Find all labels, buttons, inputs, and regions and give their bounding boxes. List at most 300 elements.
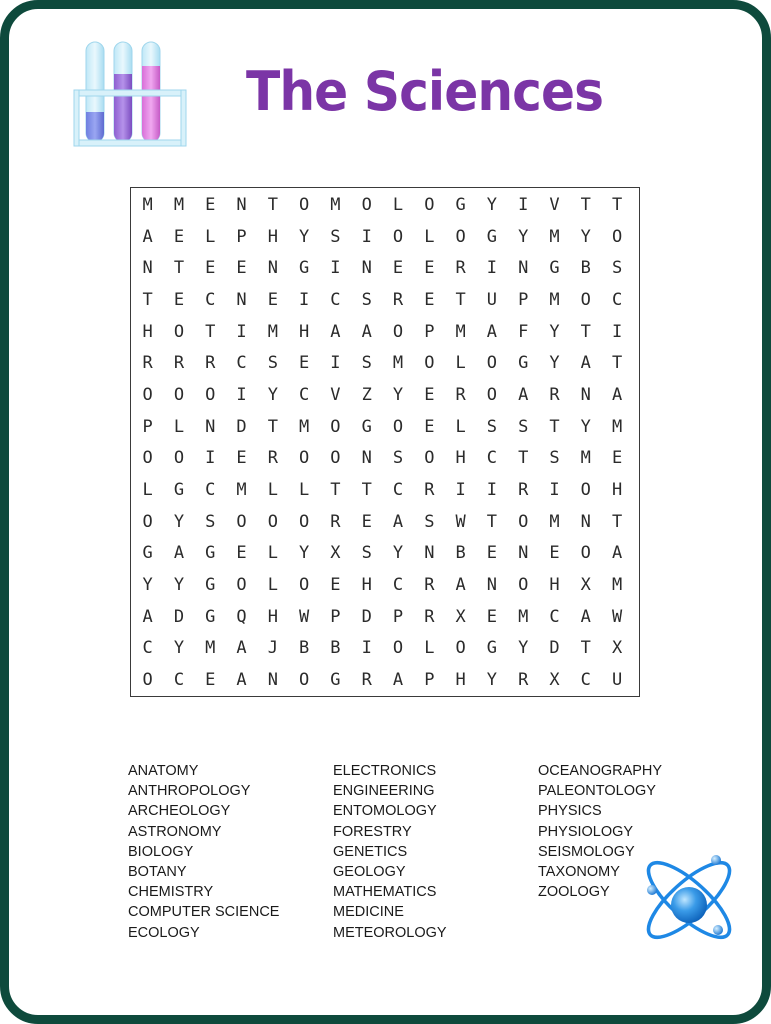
grid-letter[interactable]: S (330, 226, 341, 247)
grid-letter[interactable]: H (299, 321, 310, 342)
grid-letter[interactable]: I (518, 194, 529, 215)
grid-letter[interactable]: L (267, 575, 278, 596)
grid-letter[interactable]: G (330, 670, 341, 691)
grid-row (132, 379, 634, 411)
grid-letter[interactable]: G (455, 194, 466, 215)
grid-letter[interactable]: D (236, 416, 247, 437)
grid-letter[interactable]: P (330, 606, 341, 627)
grid-letter[interactable]: O (236, 511, 247, 532)
word-list-item: COMPUTER SCIENCE (128, 904, 280, 921)
grid-row (132, 443, 634, 475)
grid-letter[interactable]: X (455, 606, 466, 627)
grid-letter[interactable]: H (455, 670, 466, 691)
grid-letter[interactable]: M (580, 448, 591, 469)
grid-letter[interactable]: S (424, 511, 435, 532)
grid-letter[interactable]: R (142, 353, 153, 374)
word-list-item: FORESTRY (333, 823, 412, 840)
grid-letter[interactable]: A (580, 353, 591, 374)
grid-letter[interactable]: N (236, 289, 247, 310)
grid-letter[interactable]: T (330, 480, 341, 501)
grid-letter[interactable]: O (142, 384, 153, 405)
grid-letter[interactable]: T (267, 194, 278, 215)
grid-letter[interactable]: C (236, 353, 247, 374)
grid-letter[interactable]: O (392, 321, 404, 342)
grid-letter[interactable]: A (361, 321, 372, 342)
grid-letter[interactable]: O (518, 511, 529, 532)
grid-letter[interactable]: Y (173, 638, 185, 659)
grid-letter[interactable]: N (361, 258, 372, 279)
word-list-item: METEOROLOGY (333, 924, 447, 941)
grid-letter[interactable]: O (330, 448, 341, 469)
grid-letter[interactable]: G (205, 575, 216, 596)
grid-letter[interactable]: B (580, 258, 591, 279)
grid-letter[interactable]: C (299, 384, 310, 405)
grid-letter[interactable]: W (299, 606, 310, 627)
word-list-item: GEOLOGY (333, 863, 406, 880)
grid-letter[interactable]: Y (580, 226, 591, 247)
grid-letter[interactable]: E (236, 448, 247, 469)
grid-letter[interactable]: G (205, 543, 216, 564)
grid-letter[interactable]: B (455, 543, 466, 564)
grid-letter[interactable]: O (299, 575, 310, 596)
grid-letter[interactable]: E (424, 416, 435, 437)
grid-letter[interactable]: H (611, 480, 623, 501)
grid-letter[interactable]: G (361, 416, 372, 437)
atom-icon (634, 850, 744, 950)
grid-letter[interactable]: Y (142, 575, 153, 596)
grid-letter[interactable]: E (330, 575, 341, 596)
grid-letter[interactable]: Q (236, 606, 247, 627)
grid-letter[interactable]: Y (549, 353, 560, 374)
grid-letter[interactable]: H (142, 321, 153, 342)
grid-letter[interactable]: M (392, 353, 404, 374)
grid-letter[interactable]: R (549, 384, 560, 405)
grid-letter[interactable]: Y (392, 543, 404, 564)
grid-letter[interactable]: I (361, 638, 372, 659)
grid-letter[interactable]: P (424, 670, 435, 691)
grid-letter[interactable]: M (142, 194, 153, 215)
grid-letter[interactable]: T (173, 258, 185, 279)
grid-row (132, 601, 634, 633)
grid-letter[interactable]: T (518, 448, 529, 469)
grid-letter[interactable]: J (267, 638, 278, 659)
grid-letter[interactable]: Y (267, 384, 278, 405)
grid-letter[interactable]: M (611, 416, 623, 437)
grid-letter[interactable]: C (205, 289, 216, 310)
grid-letter[interactable]: X (549, 670, 560, 691)
grid-letter[interactable]: I (611, 321, 623, 342)
word-list-item: ARCHEOLOGY (128, 803, 231, 820)
word-list-item: ANTHROPOLOGY (128, 783, 251, 800)
grid-letter[interactable]: R (424, 606, 435, 627)
word-list-item: MATHEMATICS (333, 884, 437, 901)
word-list-item: BIOLOGY (128, 843, 194, 860)
word-list-item: ZOOLOGY (538, 884, 610, 901)
word-list-item: BOTANY (128, 863, 187, 880)
grid-letter[interactable]: E (486, 606, 498, 627)
grid-letter[interactable]: A (455, 575, 466, 596)
grid-letter[interactable]: E (205, 194, 216, 215)
grid-row (132, 569, 634, 601)
grid-letter[interactable]: R (455, 384, 466, 405)
grid-letter[interactable]: G (173, 480, 185, 501)
grid-letter[interactable]: N (142, 258, 153, 279)
word-list-item: GENETICS (333, 843, 408, 860)
grid-letter[interactable]: C (611, 289, 623, 310)
grid-letter[interactable]: P (142, 416, 153, 437)
grid-letter[interactable]: D (361, 606, 372, 627)
grid-letter[interactable]: N (361, 448, 372, 469)
grid-letter[interactable]: M (455, 321, 466, 342)
grid-letter[interactable]: Y (486, 670, 498, 691)
grid-letter[interactable]: E (424, 384, 435, 405)
grid-letter[interactable]: O (173, 384, 185, 405)
grid-letter[interactable]: D (549, 638, 560, 659)
grid-letter[interactable]: C (392, 480, 404, 501)
grid-letter[interactable]: X (580, 575, 591, 596)
grid-letter[interactable]: A (236, 638, 247, 659)
word-list-item: ENTOMOLOGY (333, 803, 437, 820)
grid-letter[interactable]: R (173, 353, 185, 374)
grid-letter[interactable]: T (611, 511, 623, 532)
grid-letter[interactable]: I (486, 258, 498, 279)
grid-row (132, 284, 634, 316)
grid-letter[interactable]: C (486, 448, 498, 469)
grid-letter[interactable]: E (173, 226, 185, 247)
grid-letter[interactable]: C (205, 480, 216, 501)
grid-letter[interactable]: M (299, 416, 310, 437)
grid-letter[interactable]: T (580, 638, 591, 659)
grid-letter[interactable]: N (424, 543, 435, 564)
grid-letter[interactable]: O (299, 670, 310, 691)
grid-letter[interactable]: I (549, 480, 560, 501)
grid-letter[interactable]: T (455, 289, 466, 310)
grid-letter[interactable]: M (267, 321, 278, 342)
grid-letter[interactable]: A (392, 511, 404, 532)
grid-letter[interactable]: O (486, 353, 498, 374)
grid-letter[interactable]: X (611, 638, 623, 659)
grid-letter[interactable]: I (236, 321, 247, 342)
grid-letter[interactable]: C (549, 606, 560, 627)
grid-letter[interactable]: E (267, 289, 278, 310)
word-list-item: PALEONTOLOGY (538, 783, 656, 800)
grid-letter[interactable]: O (424, 353, 435, 374)
grid-letter[interactable]: Y (299, 226, 310, 247)
grid-row (132, 316, 634, 348)
word-list-item: CHEMISTRY (128, 884, 214, 901)
grid-letter[interactable]: S (486, 416, 498, 437)
grid-letter[interactable]: N (205, 416, 216, 437)
grid-letter[interactable]: E (299, 353, 310, 374)
grid-letter[interactable]: H (549, 575, 560, 596)
word-list-item: ANATOMY (128, 763, 199, 779)
grid-letter[interactable]: A (580, 606, 591, 627)
grid-letter[interactable]: A (330, 321, 341, 342)
grid-letter[interactable]: H (455, 448, 466, 469)
grid-letter[interactable]: H (267, 226, 278, 247)
grid-letter[interactable]: S (361, 353, 372, 374)
test-tubes-icon (70, 40, 192, 152)
grid-letter[interactable]: I (361, 226, 372, 247)
grid-letter[interactable]: E (361, 511, 372, 532)
word-list (128, 761, 718, 943)
grid-letter[interactable]: M (173, 194, 185, 215)
grid-letter[interactable]: I (455, 480, 466, 501)
word-list-item: OCEANOGRAPHY (538, 763, 663, 779)
grid-letter[interactable]: R (392, 289, 404, 310)
grid-letter[interactable]: O (392, 226, 404, 247)
grid-letter[interactable]: E (424, 258, 435, 279)
grid-letter[interactable]: O (580, 289, 591, 310)
grid-letter[interactable]: U (486, 289, 498, 310)
grid-letter[interactable]: C (330, 289, 341, 310)
grid-letter[interactable]: A (611, 384, 623, 405)
grid-letter[interactable]: T (611, 353, 623, 374)
grid-letter[interactable]: S (392, 448, 404, 469)
grid-letter[interactable]: I (236, 384, 247, 405)
grid-letter[interactable]: R (267, 448, 278, 469)
grid-letter[interactable]: L (299, 480, 310, 501)
word-list-item: ASTRONOMY (128, 823, 222, 840)
grid-row (132, 664, 634, 696)
grid-letter[interactable]: O (299, 448, 310, 469)
grid-letter[interactable]: R (518, 670, 529, 691)
grid-letter[interactable]: E (236, 543, 247, 564)
grid-letter[interactable]: M (549, 226, 560, 247)
grid-letter[interactable]: A (611, 543, 623, 564)
grid-letter[interactable]: S (611, 258, 623, 279)
grid-letter[interactable]: O (361, 194, 372, 215)
grid-letter[interactable]: S (518, 416, 529, 437)
grid-letter[interactable]: O (424, 448, 435, 469)
word-list-item: ECOLOGY (128, 924, 200, 941)
grid-letter[interactable]: A (142, 606, 153, 627)
grid-letter[interactable]: M (549, 511, 560, 532)
grid-letter[interactable]: T (580, 194, 591, 215)
grid-letter[interactable]: O (580, 480, 591, 501)
grid-letter[interactable]: Y (580, 416, 591, 437)
grid-letter[interactable]: Y (518, 638, 529, 659)
grid-letter[interactable]: N (518, 543, 529, 564)
grid-letter[interactable]: E (205, 670, 216, 691)
grid-letter[interactable]: V (549, 194, 560, 215)
grid-letter[interactable]: O (205, 384, 216, 405)
grid-letter[interactable]: Y (549, 321, 560, 342)
grid-letter[interactable]: B (330, 638, 341, 659)
grid-letter[interactable]: S (267, 353, 278, 374)
grid-letter[interactable]: I (330, 258, 341, 279)
grid-letter[interactable]: O (518, 575, 529, 596)
grid-letter[interactable]: W (611, 606, 623, 627)
grid-letter[interactable]: G (142, 543, 153, 564)
grid-letter[interactable]: Y (299, 543, 310, 564)
grid-letter[interactable]: A (518, 384, 529, 405)
grid-letter[interactable]: N (267, 258, 278, 279)
grid-row (132, 538, 634, 570)
grid-letter[interactable]: M (205, 638, 216, 659)
grid-letter[interactable]: H (267, 606, 278, 627)
grid-letter[interactable]: I (205, 448, 216, 469)
grid-letter[interactable]: E (424, 289, 435, 310)
grid-letter[interactable]: D (173, 606, 185, 627)
grid-letter[interactable]: T (142, 289, 153, 310)
grid-letter[interactable]: O (486, 384, 498, 405)
grid-letter[interactable]: H (361, 575, 372, 596)
grid-row (132, 506, 634, 538)
grid-letter[interactable]: L (455, 353, 466, 374)
grid-letter[interactable]: W (455, 511, 466, 532)
grid-letter[interactable]: U (611, 670, 623, 691)
grid-letter[interactable]: O (142, 448, 153, 469)
grid-letter[interactable]: G (518, 353, 529, 374)
grid-letter[interactable]: V (330, 384, 341, 405)
grid-letter[interactable]: E (486, 543, 498, 564)
grid-letter[interactable]: T (267, 416, 278, 437)
grid-letter[interactable]: L (392, 194, 404, 215)
grid-letter[interactable]: O (392, 416, 404, 437)
grid-letter[interactable]: C (142, 638, 153, 659)
grid-letter[interactable]: N (236, 194, 247, 215)
grid-letter[interactable]: E (392, 258, 404, 279)
grid-letter[interactable]: A (236, 670, 247, 691)
grid-letter[interactable]: O (299, 511, 310, 532)
grid-letter[interactable]: O (392, 638, 404, 659)
word-list-item: PHYSICS (538, 803, 602, 820)
grid-letter[interactable]: L (267, 543, 278, 564)
grid-letter[interactable]: O (173, 448, 185, 469)
grid-letter[interactable]: O (267, 511, 278, 532)
grid-letter[interactable]: I (330, 353, 341, 374)
grid-letter[interactable]: I (486, 480, 498, 501)
word-list-item: SEISMOLOGY (538, 843, 635, 860)
grid-letter[interactable]: O (330, 416, 341, 437)
grid-letter[interactable]: G (299, 258, 310, 279)
grid-letter[interactable]: Y (173, 511, 185, 532)
grid-letter[interactable]: Y (392, 384, 404, 405)
grid-letter[interactable]: A (173, 543, 185, 564)
grid-letter[interactable]: O (455, 638, 466, 659)
grid-letter[interactable]: A (142, 226, 153, 247)
grid-letter[interactable]: T (549, 416, 560, 437)
page-title: The Sciences (246, 60, 604, 123)
grid-row (132, 474, 634, 506)
word-search-grid (130, 187, 640, 697)
grid-letter[interactable]: N (580, 511, 591, 532)
grid-letter[interactable]: M (330, 194, 341, 215)
grid-letter[interactable]: Y (486, 194, 498, 215)
grid-letter[interactable]: O (142, 511, 153, 532)
word-list-item: MEDICINE (333, 904, 404, 921)
grid-letter[interactable]: P (236, 226, 247, 247)
word-list-item: ELECTRONICS (333, 763, 437, 779)
grid-letter[interactable]: F (518, 321, 529, 342)
grid-letter[interactable]: M (236, 480, 247, 501)
grid-letter[interactable]: N (267, 670, 278, 691)
grid-letter[interactable]: P (424, 321, 435, 342)
word-list-column (128, 761, 333, 943)
grid-letter[interactable]: G (549, 258, 560, 279)
grid-letter[interactable]: M (518, 606, 529, 627)
grid-letter[interactable]: N (518, 258, 529, 279)
grid-letter[interactable]: E (549, 543, 560, 564)
grid-letter[interactable]: E (173, 289, 185, 310)
grid-letter[interactable]: E (611, 448, 623, 469)
grid-letter[interactable]: T (580, 321, 591, 342)
grid-letter[interactable]: C (173, 670, 185, 691)
grid-letter[interactable]: O (236, 575, 247, 596)
grid-letter[interactable]: B (299, 638, 310, 659)
grid-letter[interactable]: L (267, 480, 278, 501)
grid-letter[interactable]: L (455, 416, 466, 437)
grid-letter[interactable]: L (142, 480, 153, 501)
grid-letter[interactable]: M (549, 289, 560, 310)
grid-letter[interactable]: P (392, 606, 404, 627)
grid-letter[interactable]: X (330, 543, 341, 564)
grid-letter[interactable]: E (236, 258, 247, 279)
grid-letter[interactable]: O (173, 321, 185, 342)
grid-letter[interactable]: O (299, 194, 310, 215)
grid-letter[interactable]: O (142, 670, 153, 691)
grid-letter[interactable]: T (205, 321, 216, 342)
grid-letter[interactable]: R (455, 258, 466, 279)
grid-letter[interactable]: G (486, 226, 498, 247)
grid-letter[interactable]: O (611, 226, 623, 247)
grid-letter[interactable]: R (361, 670, 372, 691)
grid-row (132, 252, 634, 284)
grid-letter[interactable]: Z (361, 384, 372, 405)
grid-letter[interactable]: N (486, 575, 498, 596)
grid-letter[interactable]: G (205, 606, 216, 627)
grid-letter[interactable]: S (361, 543, 372, 564)
word-list-item: TAXONOMY (538, 863, 620, 880)
grid-letter[interactable]: C (392, 575, 404, 596)
grid-row (132, 189, 634, 221)
grid-letter[interactable]: I (299, 289, 310, 310)
grid-letter[interactable]: A (486, 321, 498, 342)
grid-letter[interactable]: O (580, 543, 591, 564)
grid-letter[interactable]: S (549, 448, 560, 469)
grid-letter[interactable]: S (205, 511, 216, 532)
grid-letter[interactable]: R (424, 575, 435, 596)
grid-letter[interactable]: L (424, 226, 435, 247)
grid-letter[interactable]: E (205, 258, 216, 279)
grid-letter[interactable]: P (518, 289, 529, 310)
grid-letter[interactable]: T (486, 511, 498, 532)
grid-letter[interactable]: N (580, 384, 591, 405)
grid-letter[interactable]: O (455, 226, 466, 247)
grid-letter[interactable]: S (361, 289, 372, 310)
grid-letter[interactable]: T (611, 194, 623, 215)
grid-letter[interactable]: Y (173, 575, 185, 596)
word-list-item: PHYSIOLOGY (538, 823, 634, 840)
grid-letter[interactable]: C (580, 670, 591, 691)
grid-letter[interactable]: R (205, 353, 216, 374)
grid-letter[interactable]: R (330, 511, 341, 532)
grid-letter[interactable]: R (518, 480, 529, 501)
grid-letter[interactable]: L (205, 226, 216, 247)
grid-letter[interactable]: A (392, 670, 404, 691)
grid-letter[interactable]: R (424, 480, 435, 501)
grid-row (132, 221, 634, 253)
grid-letter[interactable]: M (611, 575, 623, 596)
grid-letter[interactable]: Y (518, 226, 529, 247)
grid-letter[interactable]: L (424, 638, 435, 659)
grid-letter[interactable]: T (361, 480, 372, 501)
grid-letter[interactable]: O (424, 194, 435, 215)
grid-letter[interactable]: L (173, 416, 185, 437)
grid-row (132, 411, 634, 443)
grid-letter[interactable]: G (486, 638, 498, 659)
